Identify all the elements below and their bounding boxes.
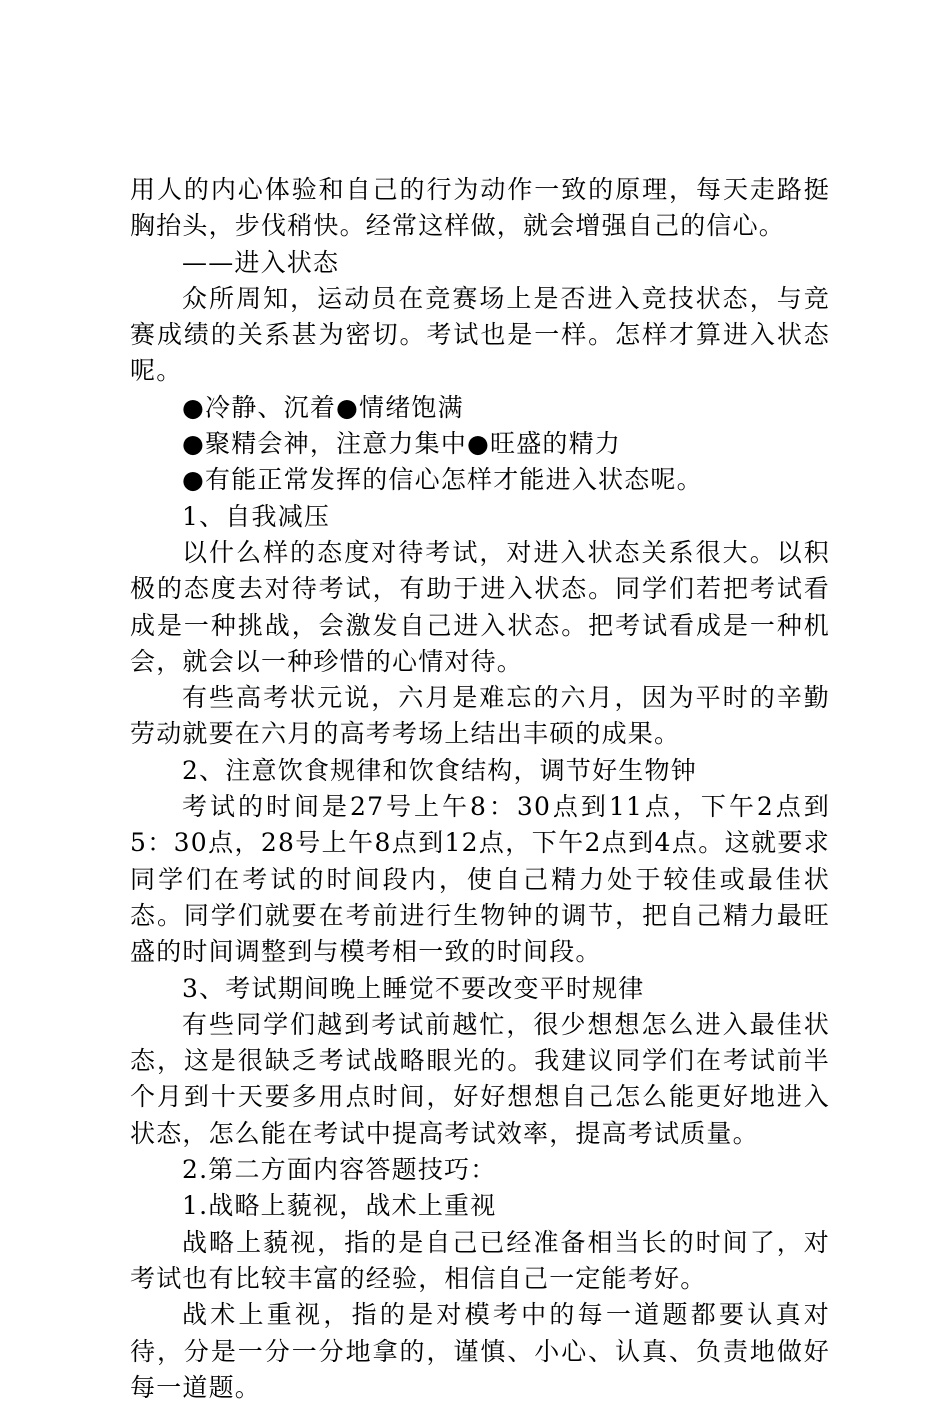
paragraph: 战术上重视，指的是对模考中的每一道题都要认真对待，分是一分一分地拿的，谨慎、小心、认真、负责地做好每一道题。 [130, 1300, 830, 1402]
paragraph: 有些高考状元说，六月是难忘的六月，因为平时的辛勤劳动就要在六月的高考考场上结出丰硕的成果。 [130, 683, 830, 749]
bullet-item: ●有能正常发挥的信心怎样才能进入状态呢。 [182, 465, 703, 495]
paragraph: 以什么样的态度对待考试，对进入状态关系很大。以积极的态度去对待考试，有助于进入状态。同学们若把考试看成是一种挑战，会激发自己进入状态。把考试看成是一种机会，就会以一种珍惜的心情对待。 [130, 537, 830, 676]
subheading-self-relief: 1、自我减压 [182, 501, 331, 531]
bullet-item: ●冷静、沉着●情绪饱满 [182, 392, 464, 422]
paragraph: 有些同学们越到考试前越忙，很少想想怎么进入最佳状态，这是很缺乏考试战略眼光的。我建议同学们在考试前半个月到十天要多用点时间，好好想想自己怎么能更好地进入状态，怎么能在考试中提高考试效率，提高考试质量。 [130, 1009, 830, 1148]
subheading-strategy: 1.战略上藐视，战术上重视 [182, 1191, 497, 1221]
subheading-answering-skills: 2.第二方面内容答题技巧： [182, 1155, 497, 1185]
paragraph: 众所周知，运动员在竞赛场上是否进入竞技状态，与竞赛成绩的关系甚为密切。考试也是一样。怎样才算进入状态呢。 [130, 283, 830, 386]
paragraph: 考试的时间是27号上午8：30点到11点，下午2点到5：30点，28号上午8点到12点，下午2点到4点。这就要求同学们在考试的时间段内，使自己精力处于较佳或最佳状态。同学们就要在考前进行生物钟的调节，把自己精力最旺盛的时间调整到与模考相一致的时间段。 [130, 792, 830, 967]
paragraph-continuation: 用人的内心体验和自己的行为动作一致的原理，每天走路挺胸抬头，步伐稍快。经常这样做，就会增强自己的信心。 [130, 175, 830, 241]
document-body [130, 172, 830, 1406]
subheading-diet: 2、注意饮食规律和饮食结构，调节好生物钟 [182, 755, 697, 785]
bullet-item: ●聚精会神，注意力集中●旺盛的精力 [182, 429, 622, 459]
paragraph: 战略上藐视，指的是自己已经准备相当长的时间了，对考试也有比较丰富的经验，相信自己一定能考好。 [130, 1227, 830, 1293]
subheading-sleep: 3、考试期间晚上睡觉不要改变平时规律 [182, 973, 645, 1003]
section-heading-enter-state: ——进入状态 [182, 247, 340, 277]
